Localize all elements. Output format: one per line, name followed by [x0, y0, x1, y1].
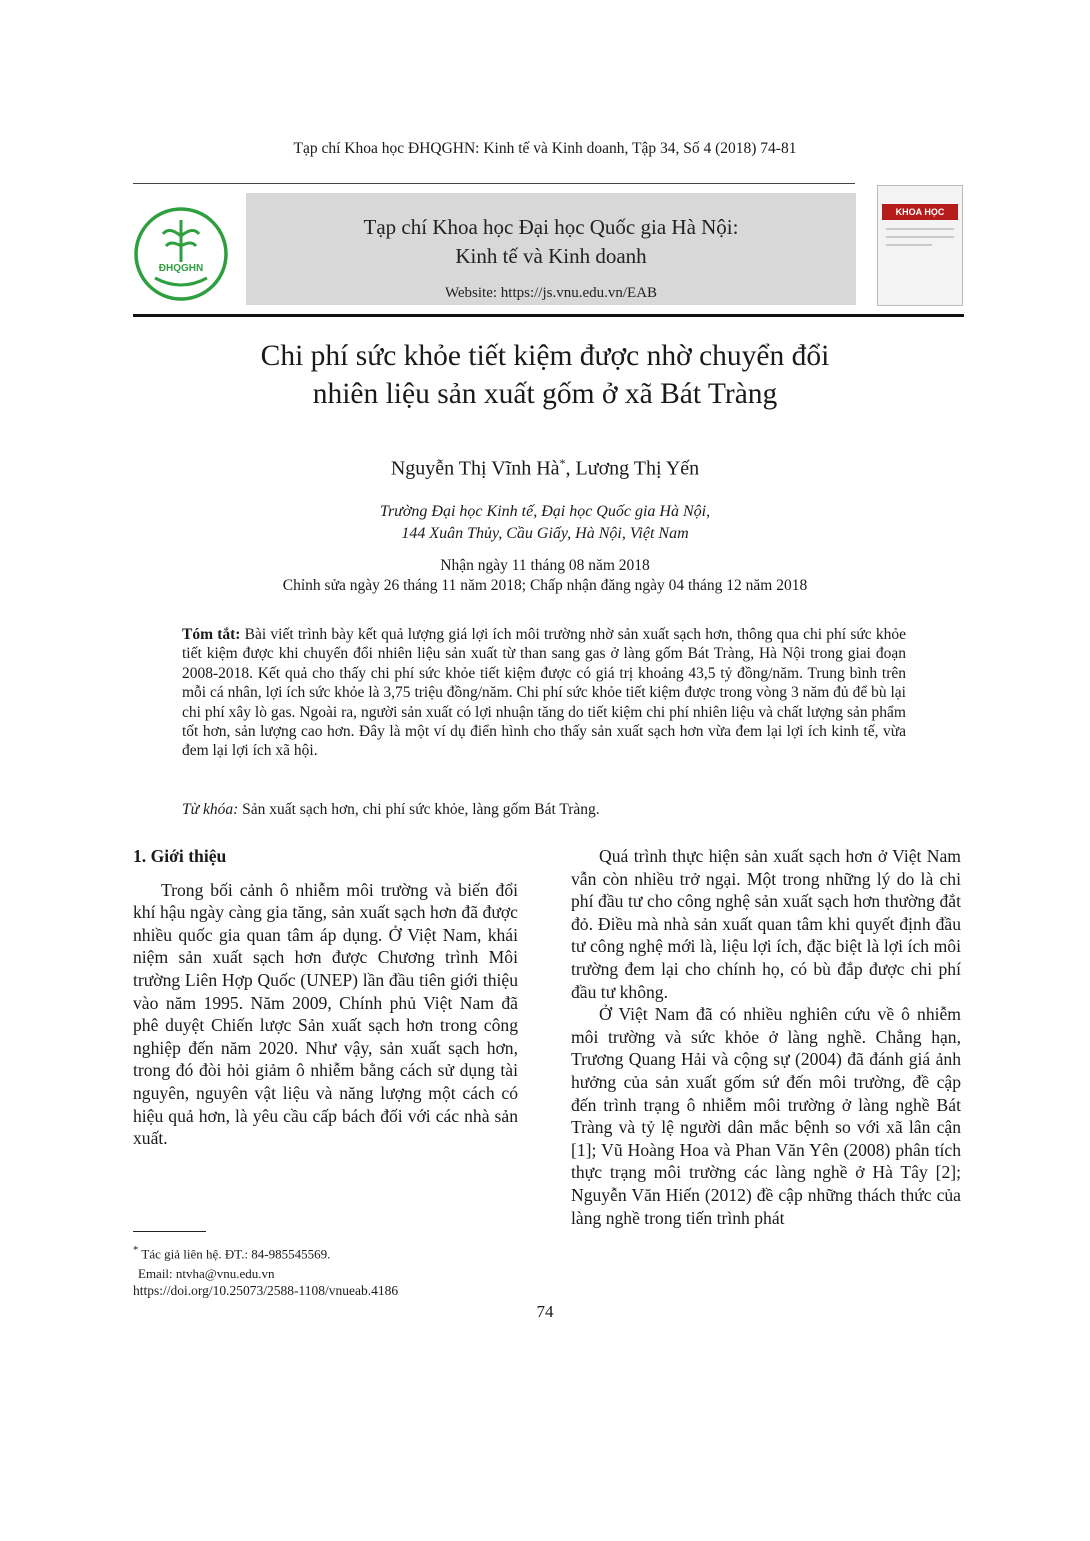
section-heading: 1. Giới thiệu	[133, 846, 227, 866]
received-date: Nhận ngày 11 tháng 08 năm 2018	[440, 557, 650, 574]
footnote-email[interactable]: Email: ntvha@vnu.edu.vn	[138, 1266, 275, 1282]
logo-text: ĐHQGHN	[158, 263, 204, 274]
university-logo	[133, 206, 229, 302]
footnote-contact: Tác giả liên hệ. ĐT.: 84-985545569.	[138, 1246, 331, 1262]
banner-title-line1: Tạp chí Khoa học Đại học Quốc gia Hà Nội:	[363, 215, 739, 239]
footnote-rule	[133, 1231, 206, 1232]
author-list	[0, 456, 1090, 481]
affiliation-line1: Trường Đại học Kinh tế, Đại học Quốc gia Hà Nội,	[379, 503, 711, 520]
cover-line	[886, 236, 954, 238]
keywords	[182, 801, 906, 819]
cover-title: KHOA HỌC	[882, 204, 958, 220]
affiliation-line2: 144 Xuân Thủy, Cầu Giấy, Hà Nội, Việt Nam	[401, 525, 689, 542]
cover-line	[886, 244, 932, 246]
keywords-text: Sản xuất sạch hơn, chi phí sức khỏe, làng gốm Bát Tràng.	[242, 801, 600, 818]
journal-cover-thumbnail	[877, 185, 963, 306]
footnote	[133, 1240, 533, 1284]
corresponding-mark: *	[559, 456, 566, 470]
body-paragraph: Quá trình thực hiện sản xuất sạch hơn ở Việt Nam vẫn còn nhiều trở ngại. Một trong những lý do là chi phí đầu tư cho công nghệ sản xuất sạch hơn thường đắt đỏ. Điều mà nhà sản xuất quan tâm khi quyết định đầu tư công nghệ mới là, liệu lợi ích, đặc biệt là lợi ích môi trường đem lại cho chính họ, có bù đắp được chi phí đầu tư không.	[571, 846, 961, 1002]
left-column	[133, 845, 518, 1150]
page-number: 74	[536, 1302, 554, 1321]
paper-title	[0, 337, 1090, 413]
banner-title-line2: Kinh tế và Kinh doanh	[455, 244, 647, 268]
right-column	[571, 845, 961, 1229]
abstract-text: Bài viết trình bày kết quả lượng giá lợi ích môi trường nhờ sản xuất sạch hơn, thông qua chi phí sức khỏe tiết kiệm được khi chuyển đổi nhiên liệu sản xuất từ than sang gas ở làng gốm Bát Tràng, Hà Nội trong giai đoạn 2008-2018. Kết quả cho thấy chi phí sức khỏe tiết kiệm được có giá trị khoảng 43,5 tỷ đồng/năm. Trung bình trên mỗi cá nhân, lợi ích sức khỏe là 3,75 triệu đồng/năm. Chi phí sức khỏe tiết kiệm được trong vòng 3 năm đủ để bù lại chi phí xây lò gas. Ngoài ra, người sản xuất có lợi nhuận tăng do tiết kiệm chi phí nhiên liệu và chất lượng sản phẩm tốt hơn, sản lượng cao hơn. Đây là một ví dụ điển hình cho thấy sản xuất sạch hơn vừa đem lại lợi ích kinh tế, vừa đem lại lợi ích xã hội.	[182, 626, 906, 760]
header-rule	[133, 183, 855, 184]
doi-link[interactable]: https://doi.org/10.25073/2588-1108/vnueab.4186	[133, 1283, 399, 1298]
author-1: Nguyễn Thị Vĩnh Hà	[390, 457, 560, 480]
body-paragraph: Trong bối cảnh ô nhiễm môi trường và biến đổi khí hậu ngày càng gia tăng, sản xuất sạch hơn đã được nhiều quốc gia quan tâm áp dụng. Ở Việt Nam, khái niệm sản xuất sạch hơn được Chương trình Môi trường Liên Hợp Quốc (UNEP) lần đầu tiên giới thiệu vào năm 1995. Năm 2009, Chính phủ Việt Nam đã phê duyệt Chiến lược Sản xuất sạch hơn trong công nghiệp đến năm 2020. Như vậy, sản xuất sạch hơn, trong đó đòi hỏi giảm ô nhiễm bằng cách sử dụng tài nguyên, nguyên vật liệu và năng lượng một cách có hiệu quả hơn, là yêu cầu cấp bách đối với các nhà sản xuất.	[133, 879, 518, 1149]
author-2: , Lương Thị Yến	[565, 457, 700, 480]
header-thick-rule	[133, 314, 964, 317]
logo-base	[155, 278, 207, 285]
banner-website[interactable]: Website: https://js.vnu.edu.vn/EAB	[444, 285, 658, 301]
paper-title-line1: Chi phí sức khỏe tiết kiệm được nhờ chuyển đổi	[260, 340, 830, 372]
logo-tree	[163, 220, 199, 262]
affiliation	[0, 501, 1090, 545]
banner-title	[246, 213, 856, 271]
paper-title-line2: nhiên liệu sản xuất gốm ở xã Bát Tràng	[312, 378, 778, 410]
body-paragraph: Ở Việt Nam đã có nhiều nghiên cứu về ô nhiễm môi trường và sức khỏe ở làng nghề. Chẳng hạn, Trương Quang Hải và cộng sự (2004) đã đánh giá ảnh hưởng của sản xuất gốm sứ đến môi trường, đề cập đến trình trạng ô nhiễm môi trường ở làng nghề Bát Tràng và tỷ lệ người dân mắc bệnh so với xã lân cận [1]; Vũ Hoàng Hoa và Phan Văn Yên (2008) phân tích thực trạng môi trường các làng nghề ở Hà Tây [2]; Nguyễn Văn Hiến (2012) đề cập những thách thức của làng nghề trong tiến trình phát	[571, 1004, 961, 1228]
cover-line	[886, 228, 954, 230]
abstract	[182, 625, 906, 761]
article-dates	[0, 556, 1090, 596]
footnote-mark: *	[133, 1244, 139, 1256]
keywords-label: Từ khóa:	[182, 801, 239, 818]
abstract-label: Tóm tắt:	[182, 626, 241, 643]
running-head: Tạp chí Khoa học ĐHQGHN: Kinh tế và Kinh doanh, Tập 34, Số 4 (2018) 74-81	[293, 140, 797, 157]
revised-accepted-date: Chỉnh sửa ngày 26 tháng 11 năm 2018; Chấp nhận đăng ngày 04 tháng 12 năm 2018	[282, 577, 808, 594]
